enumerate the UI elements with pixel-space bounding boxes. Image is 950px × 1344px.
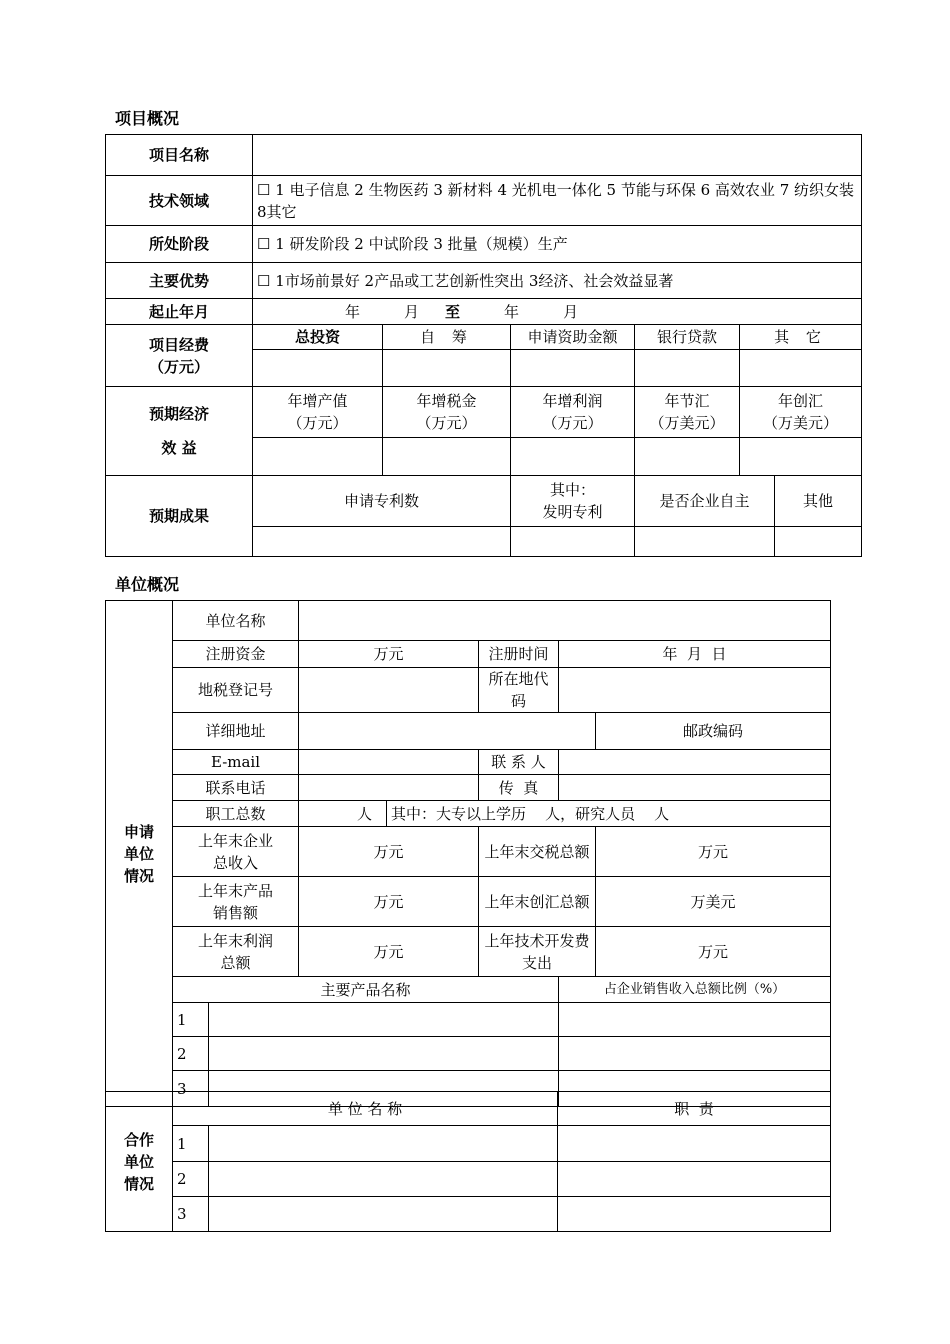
area-code-field[interactable] [559,668,831,713]
address-field[interactable] [299,713,596,750]
project-name-label: 项目名称 [106,135,253,176]
reg-time-field[interactable]: 年 月 日 [559,641,831,668]
coop-row-number: 1 [173,1126,209,1162]
funding-label: 项目经费 （万元） [106,325,253,387]
coop-duty-field[interactable] [558,1126,831,1162]
product-name-header: 主要产品名称 [173,977,559,1003]
advantage-label: 主要优势 [106,263,253,299]
tech-field-options[interactable]: ☐ 1 电子信息 2 生物医药 3 新材料 4 光机电一体化 5 节能与环保 6 高效农业 7 纺织女装 8其它 [253,176,862,226]
capital-field[interactable]: 万元 [299,641,479,668]
tax-total-field[interactable]: 万元 [596,827,831,877]
coop-duty-field[interactable] [558,1197,831,1232]
tech-field-label: 技术领域 [106,176,253,226]
funding-col-grant: 申请资助金额 [511,325,635,350]
benefit-col-output: 年增产值 （万元） [253,387,383,438]
unit-section-title: 单位概况 [115,575,180,594]
staff-total-field[interactable]: 人 [299,801,387,827]
coop-duty-field[interactable] [558,1162,831,1197]
benefit-label: 预期经济 效 益 [106,387,253,476]
profit-field[interactable]: 万元 [299,927,479,977]
coop-name-header: 单 位 名 称 [173,1092,558,1126]
email-field[interactable] [299,750,479,775]
result-col-invention: 其中： 发明专利 [511,476,635,527]
result-own-value[interactable] [635,527,775,557]
capital-label: 注册资金 [173,641,299,668]
advantage-options[interactable]: ☐ 1市场前景好 2产品或工艺创新性突出 3经济、社会效益显著 [253,263,862,299]
coop-name-field[interactable] [209,1197,558,1232]
phone-label: 联系电话 [173,775,299,801]
contact-field[interactable] [559,750,831,775]
period-start-month: 月 [404,302,420,321]
unit-name-label: 单位名称 [173,601,299,641]
sales-label: 上年末产品 销售额 [173,877,299,927]
area-code-label: 所在地代码 [479,668,559,713]
benefit-col-fx-saved: 年节汇 （万美元） [635,387,740,438]
rd-expense-field[interactable]: 万元 [596,927,831,977]
address-label: 详细地址 [173,713,299,750]
funding-col-loan: 银行贷款 [635,325,740,350]
product-row-number: 3 [173,1071,209,1107]
funding-grant-value[interactable] [511,350,635,387]
project-section-title: 项目概况 [115,109,180,128]
coop-row-number: 3 [173,1197,209,1232]
period-start-year: 年 [345,302,361,321]
funding-col-self: 自 筹 [383,325,511,350]
period-end-month: 月 [563,302,579,321]
staff-detail[interactable]: 其中：大专以上学历 人，研究人员 人 [387,801,831,827]
benefit-profit-value[interactable] [511,438,635,476]
sales-field[interactable]: 万元 [299,877,479,927]
rd-expense-label: 上年技术开发费 支出 [479,927,596,977]
sales-ratio-header: 占企业销售收入总额比例（%） [559,977,831,1003]
fax-field[interactable] [559,775,831,801]
period-label: 起止年月 [106,299,253,325]
benefit-output-value[interactable] [253,438,383,476]
result-patent-value[interactable] [253,527,511,557]
result-other-value[interactable] [775,527,862,557]
project-name-field[interactable] [253,135,862,176]
funding-loan-value[interactable] [635,350,740,387]
result-label: 预期成果 [106,476,253,557]
period-field[interactable] [253,299,862,325]
coop-name-field[interactable] [209,1126,558,1162]
result-col-own: 是否企业自主 [635,476,775,527]
benefit-col-fx-earned: 年创汇 （万美元） [740,387,862,438]
stage-label: 所处阶段 [106,226,253,263]
benefit-fx-earned-value[interactable] [740,438,862,476]
tax-id-field[interactable] [299,668,479,713]
phone-field[interactable] [299,775,479,801]
staff-label: 职工总数 [173,801,299,827]
funding-col-other: 其 它 [740,325,862,350]
postcode-label: 邮政编码 [596,713,831,750]
fx-total-field[interactable]: 万美元 [596,877,831,927]
email-label: E-mail [173,750,299,775]
period-end-year: 年 [504,302,520,321]
benefit-tax-value[interactable] [383,438,511,476]
product-row-number: 1 [173,1003,209,1037]
revenue-label: 上年末企业 总收入 [173,827,299,877]
applicant-unit-table [105,600,831,1107]
result-col-patent: 申请专利数 [253,476,511,527]
contact-label: 联 系 人 [479,750,559,775]
sales-ratio-field[interactable] [559,1003,831,1037]
reg-time-label: 注册时间 [479,641,559,668]
product-name-field[interactable] [209,1003,559,1037]
project-overview-table [105,134,862,557]
cooperation-unit-table [105,1091,831,1232]
coop-duty-header: 职 责 [558,1092,831,1126]
funding-self-value[interactable] [383,350,511,387]
benefit-col-profit: 年增利润 （万元） [511,387,635,438]
coop-unit-label: 合作 单位 情况 [106,1092,173,1232]
unit-name-field[interactable] [299,601,831,641]
sales-ratio-field[interactable] [559,1037,831,1071]
benefit-fx-saved-value[interactable] [635,438,740,476]
product-name-field[interactable] [209,1037,559,1071]
coop-row-number: 2 [173,1162,209,1197]
coop-name-field[interactable] [209,1162,558,1197]
revenue-field[interactable]: 万元 [299,827,479,877]
stage-options[interactable]: ☐ 1 研发阶段 2 中试阶段 3 批量（规模）生产 [253,226,862,263]
tax-total-label: 上年末交税总额 [479,827,596,877]
tax-id-label: 地税登记号 [173,668,299,713]
result-col-other: 其他 [775,476,862,527]
funding-total-value[interactable] [253,350,383,387]
fx-total-label: 上年末创汇总额 [479,877,596,927]
fax-label: 传 真 [479,775,559,801]
period-to: 至 [445,302,461,321]
product-row-number: 2 [173,1037,209,1071]
profit-label: 上年末利润 总额 [173,927,299,977]
benefit-col-tax: 年增税金 （万元） [383,387,511,438]
funding-other-value[interactable] [740,350,862,387]
funding-col-total: 总投资 [253,325,383,350]
applicant-unit-label: 申请 单位 情况 [106,601,173,1107]
result-invention-value[interactable] [511,527,635,557]
